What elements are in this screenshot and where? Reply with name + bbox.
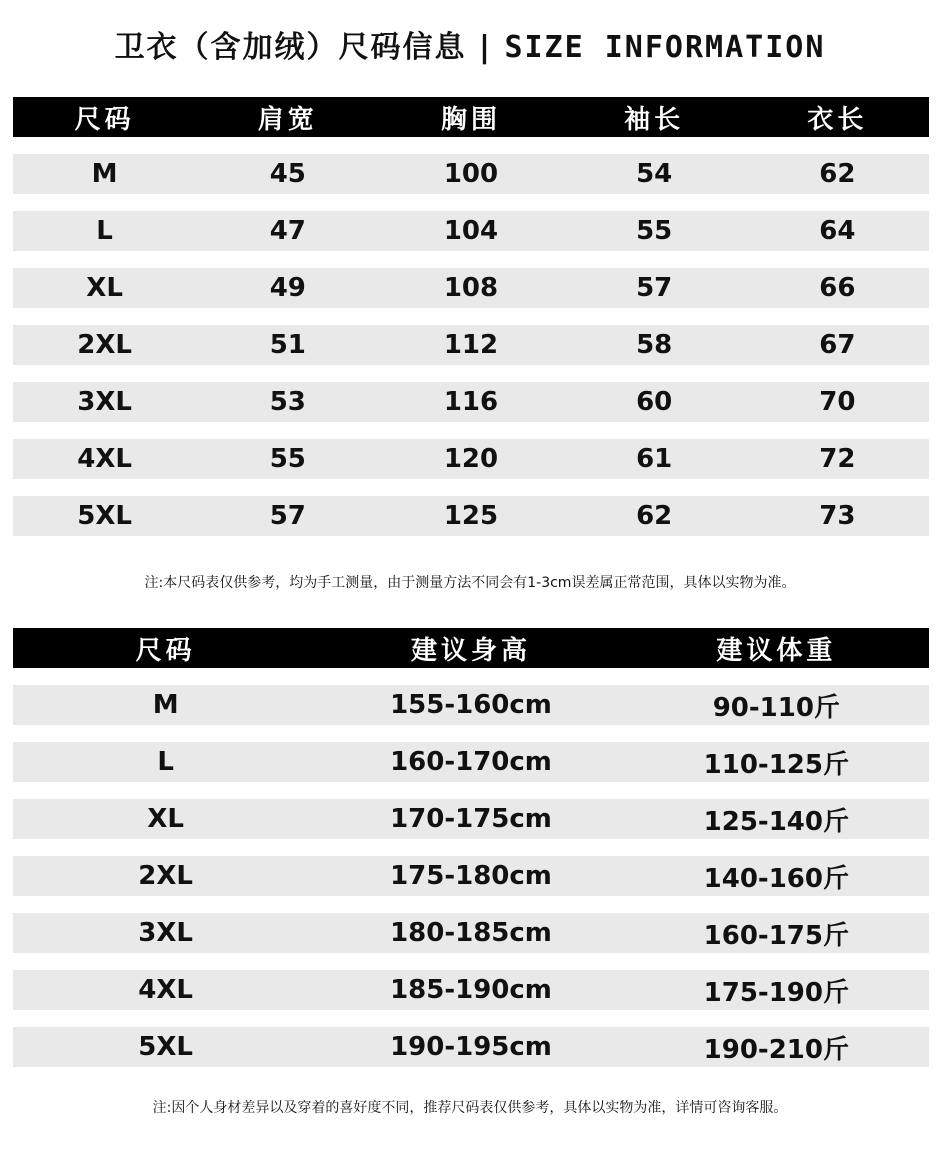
table-row <box>13 496 929 536</box>
cell-sleeve: 58 <box>636 330 673 360</box>
header-shoulder-width: 肩宽 <box>257 104 318 135</box>
cell-size: M <box>152 690 179 720</box>
cell-shoulder: 53 <box>269 387 306 417</box>
title-cn: 卫衣（含加绒）尺码信息 <box>114 30 467 65</box>
cell-size: L <box>96 216 113 246</box>
table-row <box>13 382 929 422</box>
cell-weight: 175-190斤 <box>703 977 849 1008</box>
cell-shoulder: 51 <box>269 330 306 360</box>
cell-shoulder: 47 <box>269 216 306 246</box>
cell-height: 180-185cm <box>390 918 552 948</box>
cell-sleeve: 62 <box>636 501 673 531</box>
cell-sleeve: 55 <box>636 216 673 246</box>
measurement-header-row <box>13 97 929 137</box>
cell-chest: 112 <box>443 330 499 360</box>
cell-length: 66 <box>819 273 856 303</box>
cell-height: 160-170cm <box>390 747 552 777</box>
cell-weight: 90-110斤 <box>712 692 840 723</box>
cell-shoulder: 57 <box>269 501 306 531</box>
table-row <box>13 268 929 308</box>
page-title <box>0 22 940 66</box>
cell-size: 2XL <box>138 861 194 891</box>
cell-sleeve: 61 <box>636 444 673 474</box>
cell-length: 64 <box>819 216 856 246</box>
cell-height: 155-160cm <box>390 690 552 720</box>
recommendation-table <box>13 628 929 1067</box>
cell-shoulder: 55 <box>269 444 306 474</box>
cell-length: 73 <box>819 501 856 531</box>
cell-shoulder: 49 <box>269 273 306 303</box>
cell-chest: 108 <box>443 273 499 303</box>
cell-weight: 160-175斤 <box>703 920 849 951</box>
recommendation-note: 注:因个人身材差异以及穿着的喜好度不同，推荐尺码表仅供参考，具体以实物为准，详情可咨询客服。 <box>152 1100 788 1116</box>
header-recommended-weight: 建议体重 <box>716 635 837 666</box>
table-row <box>13 856 929 896</box>
cell-chest: 125 <box>443 501 499 531</box>
table-row <box>13 1027 929 1067</box>
cell-size: XL <box>147 804 184 834</box>
cell-sleeve: 57 <box>636 273 673 303</box>
header-chest: 胸围 <box>440 104 501 135</box>
cell-shoulder: 45 <box>269 159 306 189</box>
cell-height: 170-175cm <box>390 804 552 834</box>
cell-chest: 100 <box>443 159 499 189</box>
cell-size: 2XL <box>77 330 132 360</box>
cell-chest: 104 <box>443 216 499 246</box>
cell-length: 67 <box>819 330 856 360</box>
header-size: 尺码 <box>74 104 135 135</box>
header-recommended-height: 建议身高 <box>410 635 531 666</box>
cell-size: 4XL <box>77 444 132 474</box>
cell-size: 3XL <box>77 387 132 417</box>
cell-weight: 125-140斤 <box>703 806 849 837</box>
cell-size: 3XL <box>138 918 194 948</box>
recommendation-header-row <box>13 628 929 668</box>
cell-height: 185-190cm <box>390 975 552 1005</box>
table-row <box>13 211 929 251</box>
cell-weight: 110-125斤 <box>703 749 849 780</box>
table-row <box>13 799 929 839</box>
cell-size: 5XL <box>138 1032 194 1062</box>
cell-weight: 140-160斤 <box>703 863 849 894</box>
cell-chest: 120 <box>443 444 499 474</box>
cell-height: 175-180cm <box>390 861 552 891</box>
cell-chest: 116 <box>443 387 499 417</box>
cell-length: 62 <box>819 159 856 189</box>
title-separator: | <box>479 30 492 65</box>
table-row <box>13 325 929 365</box>
cell-size: XL <box>86 273 123 303</box>
measurement-table <box>13 97 929 536</box>
header-sleeve-length: 袖长 <box>624 104 685 135</box>
cell-height: 190-195cm <box>390 1032 552 1062</box>
cell-size: 5XL <box>77 501 132 531</box>
table-row <box>13 685 929 725</box>
cell-length: 72 <box>819 444 856 474</box>
cell-size: L <box>157 747 174 777</box>
table-row <box>13 154 929 194</box>
title-en: SIZE INFORMATION <box>504 30 826 65</box>
cell-size: M <box>91 159 118 189</box>
table-row <box>13 742 929 782</box>
table-row <box>13 970 929 1010</box>
cell-sleeve: 60 <box>636 387 673 417</box>
header-size: 尺码 <box>135 635 196 666</box>
cell-length: 70 <box>819 387 856 417</box>
cell-sleeve: 54 <box>636 159 673 189</box>
table-row <box>13 913 929 953</box>
measurement-note: 注:本尺码表仅供参考，均为手工测量，由于测量方法不同会有1-3cm误差属正常范围，具体以实物为准。 <box>144 575 796 591</box>
cell-weight: 190-210斤 <box>703 1034 849 1065</box>
cell-size: 4XL <box>138 975 194 1005</box>
table-row <box>13 439 929 479</box>
header-garment-length: 衣长 <box>807 104 868 135</box>
